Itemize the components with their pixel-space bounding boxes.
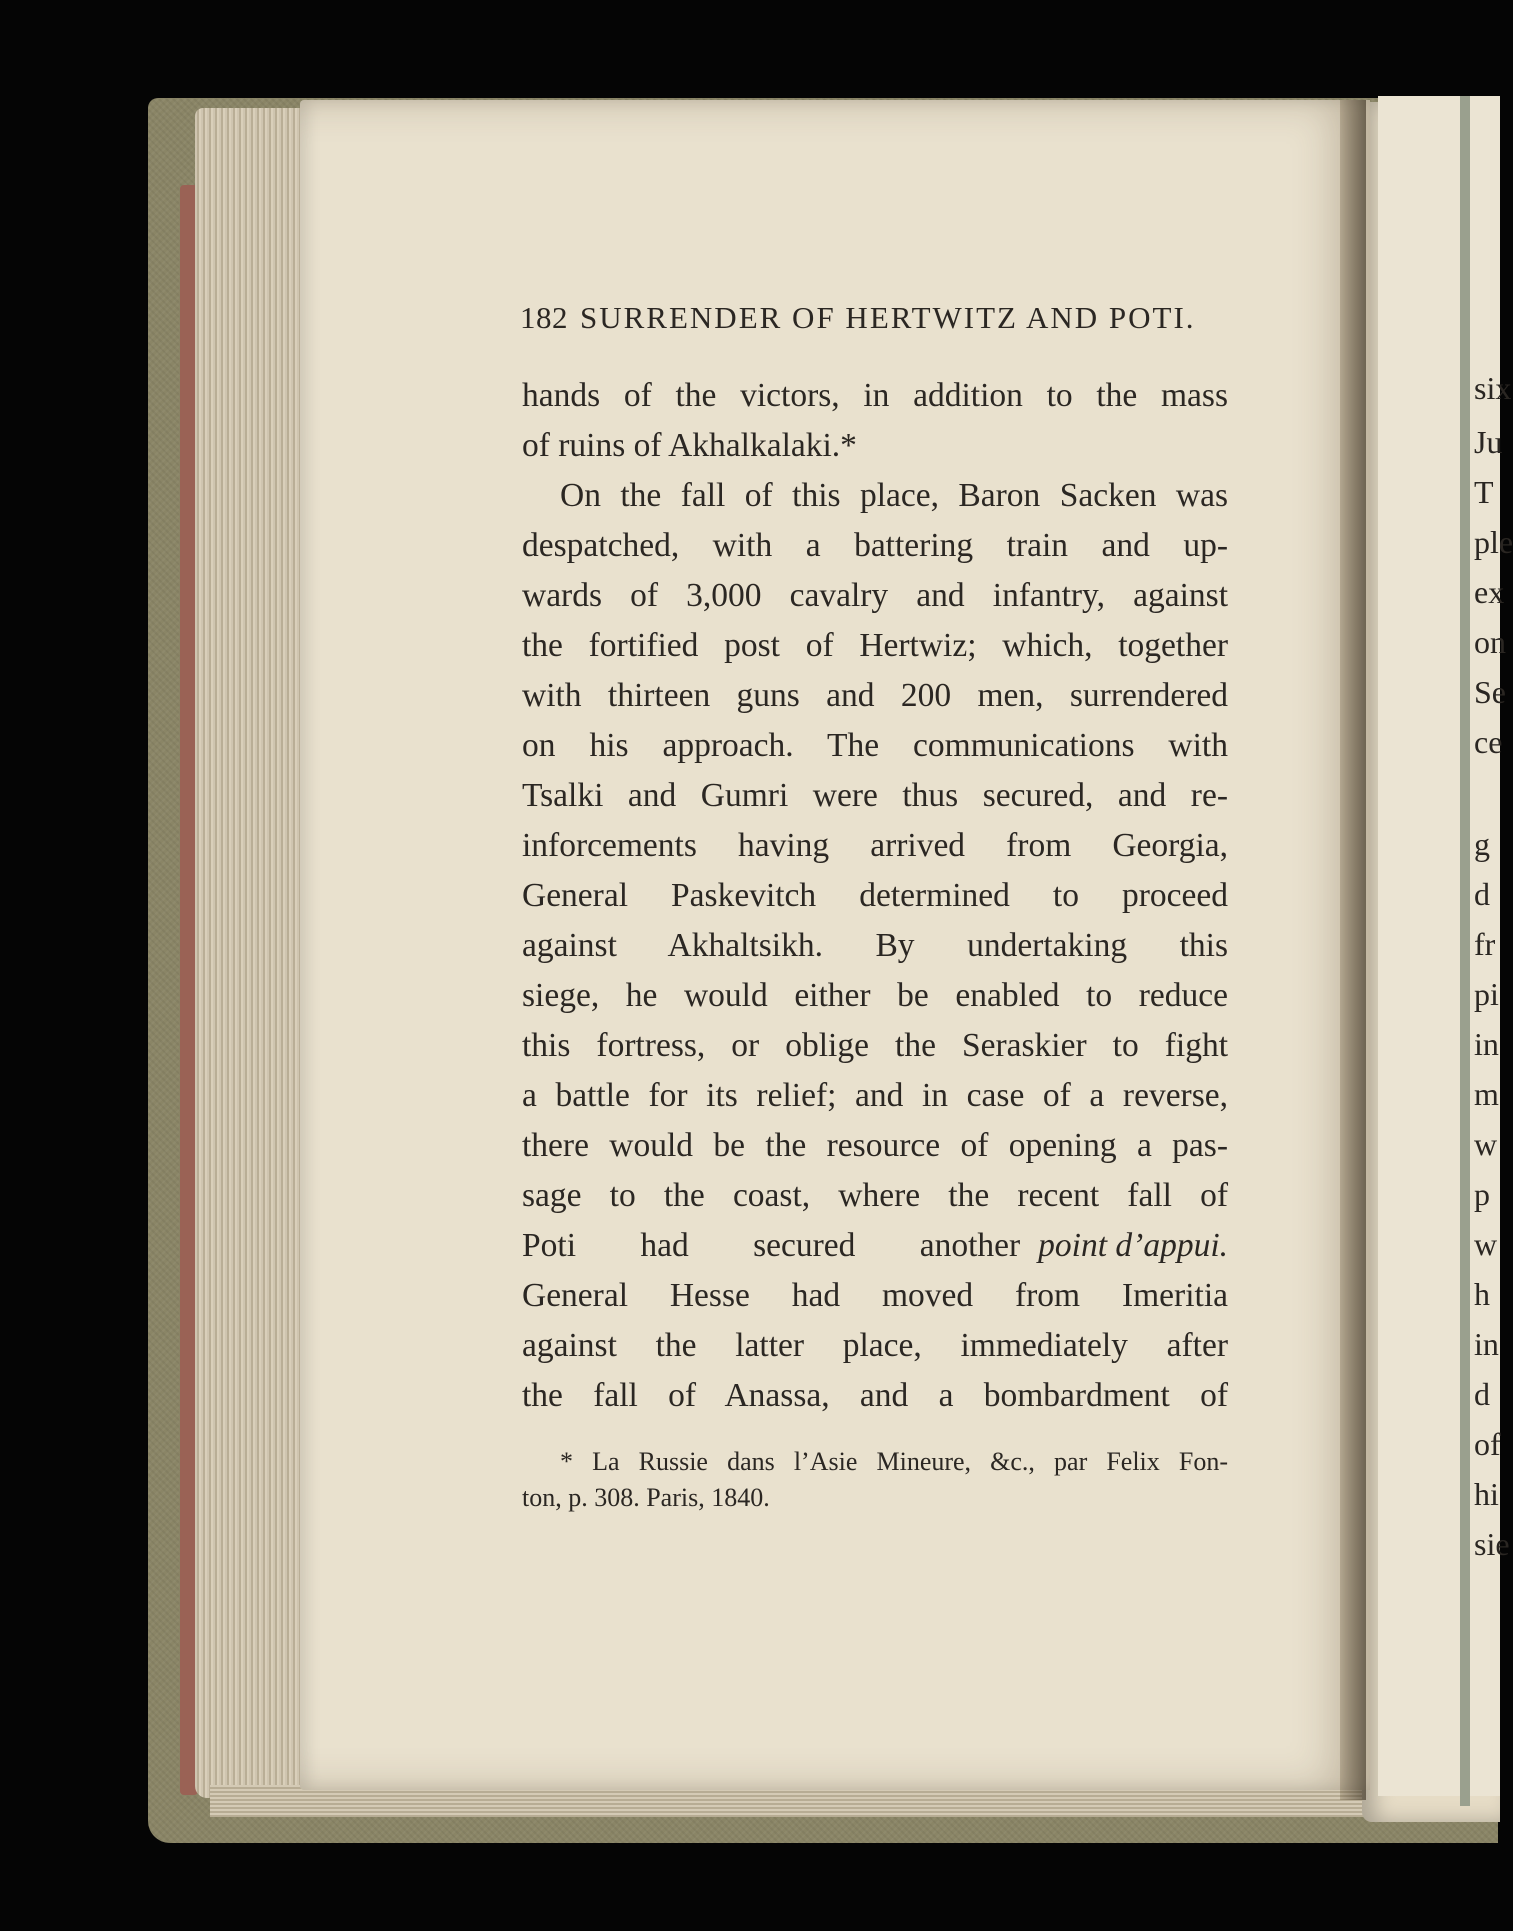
body-line: despatched, with a battering train and up- <box>522 527 1228 564</box>
body-line: against Akhaltsikh. By undertaking this <box>522 927 1228 964</box>
facing-page-fragment: w <box>1474 1226 1498 1262</box>
facing-page-fragment: h <box>1474 1276 1490 1312</box>
footnote-line: ton, p. 308. Paris, 1840. <box>522 1483 770 1512</box>
facing-page-fragment: six <box>1474 370 1512 406</box>
facing-page-fragment: g <box>1474 826 1490 862</box>
body-line: hands of the victors, in addition to the mass <box>522 377 1228 414</box>
facing-page-fragment: ple <box>1474 524 1513 560</box>
body-line: on his approach. The communications with <box>522 727 1228 764</box>
body-line: inforcements having arrived from Georgia, <box>522 827 1228 864</box>
body-line: of ruins of Akhalkalaki.* <box>522 427 857 464</box>
facing-page-fragment: Ju <box>1474 424 1503 460</box>
body-line: the fall of Anassa, and a bombardment of <box>522 1377 1228 1414</box>
facing-page-fragment: T <box>1474 474 1494 510</box>
facing-page-fragment: fr <box>1474 926 1496 962</box>
body-line: there would be the resource of opening a pas- <box>522 1127 1228 1164</box>
body-line-with-italic <box>522 1221 1228 1271</box>
facing-page-fragment: ex <box>1474 574 1505 610</box>
page-block-edge <box>195 108 305 1798</box>
facing-page-fragment: hi <box>1474 1476 1499 1512</box>
facing-page-edge <box>1460 96 1470 1806</box>
page-number: 182 <box>520 300 568 335</box>
running-head <box>520 300 1196 336</box>
gutter-shadow <box>1340 100 1366 1800</box>
body-line: the fortified post of Hertwiz; which, together <box>522 627 1228 664</box>
facing-page-fragment: d <box>1474 1376 1490 1412</box>
facing-page-fragment: of <box>1474 1426 1501 1462</box>
italic-phrase: point d’appui. <box>1038 1227 1228 1264</box>
facing-page-fragment: w <box>1474 1126 1498 1162</box>
body-line: with thirteen guns and 200 men, surrendered <box>522 677 1228 714</box>
body-line: sage to the coast, where the recent fall of <box>522 1177 1228 1214</box>
facing-page-fragment: m <box>1474 1076 1499 1112</box>
body-line: On the fall of this place, Baron Sacken was <box>560 477 1228 514</box>
facing-page-fragment: in <box>1474 1326 1499 1362</box>
running-head-title: SURRENDER OF HERTWITZ AND POTI. <box>580 300 1196 335</box>
facing-page-fragment: in <box>1474 1026 1499 1062</box>
facing-page-fragment: p <box>1474 1176 1490 1212</box>
facing-page-fragment: Se <box>1474 674 1506 710</box>
body-line: Poti had secured another <box>522 1227 1021 1264</box>
body-line: siege, he would either be enabled to reduce <box>522 977 1228 1014</box>
facing-page-fragment: d <box>1474 876 1490 912</box>
body-line: a battle for its relief; and in case of a reverse, <box>522 1077 1228 1114</box>
body-line: this fortress, or oblige the Seraskier to fight <box>522 1027 1228 1064</box>
footnote-line: * La Russie dans l’Asie Mineure, &c., par Felix Fon- <box>560 1447 1228 1476</box>
facing-page-fragment: pi <box>1474 976 1499 1012</box>
body-line: General Paskevitch determined to proceed <box>522 877 1228 914</box>
body-line: wards of 3,000 cavalry and infantry, against <box>522 577 1228 614</box>
facing-page-fragment: sie <box>1474 1526 1510 1562</box>
body-line: Tsalki and Gumri were thus secured, and re- <box>522 777 1228 814</box>
body-line: General Hesse had moved from Imeritia <box>522 1277 1228 1314</box>
body-line: against the latter place, immediately after <box>522 1327 1228 1364</box>
facing-page-fragment: ce <box>1474 724 1503 760</box>
facing-page-fragment: on <box>1474 624 1506 660</box>
